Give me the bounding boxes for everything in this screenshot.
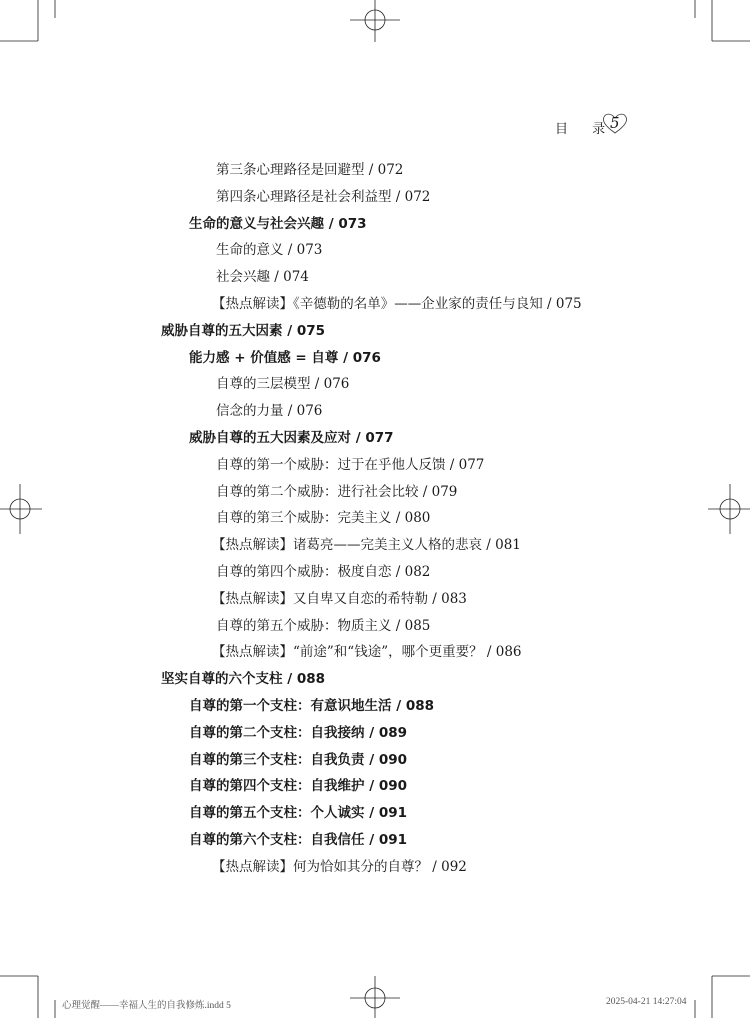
hot-topic-tag: 【热点解读】 [212, 296, 293, 312]
toc-entry-text: “前途”和“钱途”，哪个更重要？ / 086 [293, 644, 522, 661]
toc-entry-level-3[interactable] [216, 616, 430, 636]
running-header: 目 录 [555, 122, 616, 137]
toc-entry-level-2[interactable] [189, 750, 407, 770]
toc-entry-text: 坚实自尊的六个支柱 / 088 [161, 671, 326, 688]
toc-entry-level-3[interactable] [216, 562, 430, 582]
toc-entry-text: 第三条心理路径是回避型 / 072 [216, 162, 404, 178]
toc-entry-level-3[interactable] [216, 240, 322, 260]
hot-topic-tag: 【热点解读】 [212, 858, 293, 875]
footer-timestamp: 2025-04-21 14:27:04 [606, 997, 687, 1007]
toc-entry-text: 自尊的第一个支柱：有意识地生活 / 088 [189, 698, 435, 714]
page-number [600, 112, 630, 136]
toc-entry-level-1[interactable] [161, 321, 325, 341]
toc-entry-text: 自尊的第三个威胁：完美主义 / 080 [216, 510, 431, 527]
hot-topic-tag: 【热点解读】 [212, 537, 293, 554]
toc-entry-text: 威胁自尊的五大因素 / 075 [161, 322, 326, 339]
toc-entry-level-2[interactable] [189, 723, 407, 743]
toc-entry-text: 生命的意义与社会兴趣 / 073 [189, 215, 367, 232]
toc-entry-text: 自尊的第六个支柱：自我信任 / 091 [189, 832, 408, 848]
toc-entry-level-3[interactable] [216, 160, 403, 180]
toc-entry-text: 信念的力量 / 076 [216, 403, 323, 420]
toc-hot-entry[interactable] [212, 857, 467, 877]
toc-entry-text: 生命的意义 / 073 [216, 242, 323, 259]
toc-hot-entry[interactable] [212, 589, 467, 609]
toc-entry-text: 何为恰如其分的自尊？ / 092 [293, 858, 467, 875]
toc-entry-level-2[interactable] [189, 214, 367, 234]
toc-entry-level-2[interactable] [189, 803, 407, 823]
toc-hot-entry[interactable] [212, 294, 582, 314]
toc-entry-level-3[interactable] [216, 455, 484, 475]
footer-filename: 心理觉醒——幸福人生的自我修炼.indd 5 [62, 1001, 231, 1011]
toc-hot-entry[interactable] [212, 642, 522, 662]
toc-entry-text: 《辛德勒的名单》——企业家的责任与良知 / 075 [293, 296, 582, 312]
hot-topic-tag: 【热点解读】 [212, 644, 293, 661]
toc-entry-level-2[interactable] [189, 348, 381, 368]
toc-entry-level-3[interactable] [216, 267, 309, 287]
toc-entry-level-2[interactable] [189, 428, 394, 448]
toc-entry-text: 社会兴趣 / 074 [216, 269, 309, 286]
toc-entry-text: 自尊的第三个支柱：自我负责 / 090 [189, 751, 408, 768]
toc-entry-text: 自尊的第二个威胁：进行社会比较 / 079 [216, 483, 458, 500]
toc-entry-level-3[interactable] [216, 508, 430, 528]
toc-entry-level-1[interactable] [161, 669, 325, 689]
toc-entry-level-2[interactable] [189, 696, 434, 716]
toc-entry-text: 又自卑又自恋的希特勒 / 083 [293, 590, 467, 607]
toc-entry-text: 自尊的第五个支柱：个人诚实 / 091 [189, 805, 408, 822]
toc-entry-text: 自尊的第四个威胁：极度自恋 / 082 [216, 564, 431, 580]
toc-entry-level-2[interactable] [189, 830, 407, 850]
toc-entry-level-2[interactable] [189, 776, 407, 796]
toc-entry-text: 自尊的三层模型 / 076 [216, 376, 350, 393]
toc-hot-entry[interactable] [212, 535, 521, 555]
toc-entry-level-3[interactable] [216, 374, 349, 394]
toc-entry-text: 威胁自尊的五大因素及应对 / 077 [189, 430, 394, 446]
toc-entry-text: 自尊的第五个威胁：物质主义 / 085 [216, 617, 431, 634]
page-number-text: 5 [610, 114, 620, 132]
toc-entry-level-3[interactable] [216, 187, 430, 207]
toc-entry-level-3[interactable] [216, 482, 457, 502]
hot-topic-tag: 【热点解读】 [212, 590, 293, 607]
toc-entry-text: 自尊的第二个支柱：自我接纳 / 089 [189, 724, 408, 741]
toc-entry-level-3[interactable] [216, 401, 322, 421]
toc-entry-text: 第四条心理路径是社会利益型 / 072 [216, 188, 431, 205]
toc-entry-text: 自尊的第一个威胁：过于在乎他人反馈 / 077 [216, 456, 485, 473]
toc-entry-text: 能力感 + 价值感 = 自尊 / 076 [189, 349, 381, 366]
toc-entry-text: 自尊的第四个支柱：自我维护 / 090 [189, 778, 408, 795]
toc-entry-text: 诸葛亮——完美主义人格的悲哀 / 081 [293, 537, 521, 554]
